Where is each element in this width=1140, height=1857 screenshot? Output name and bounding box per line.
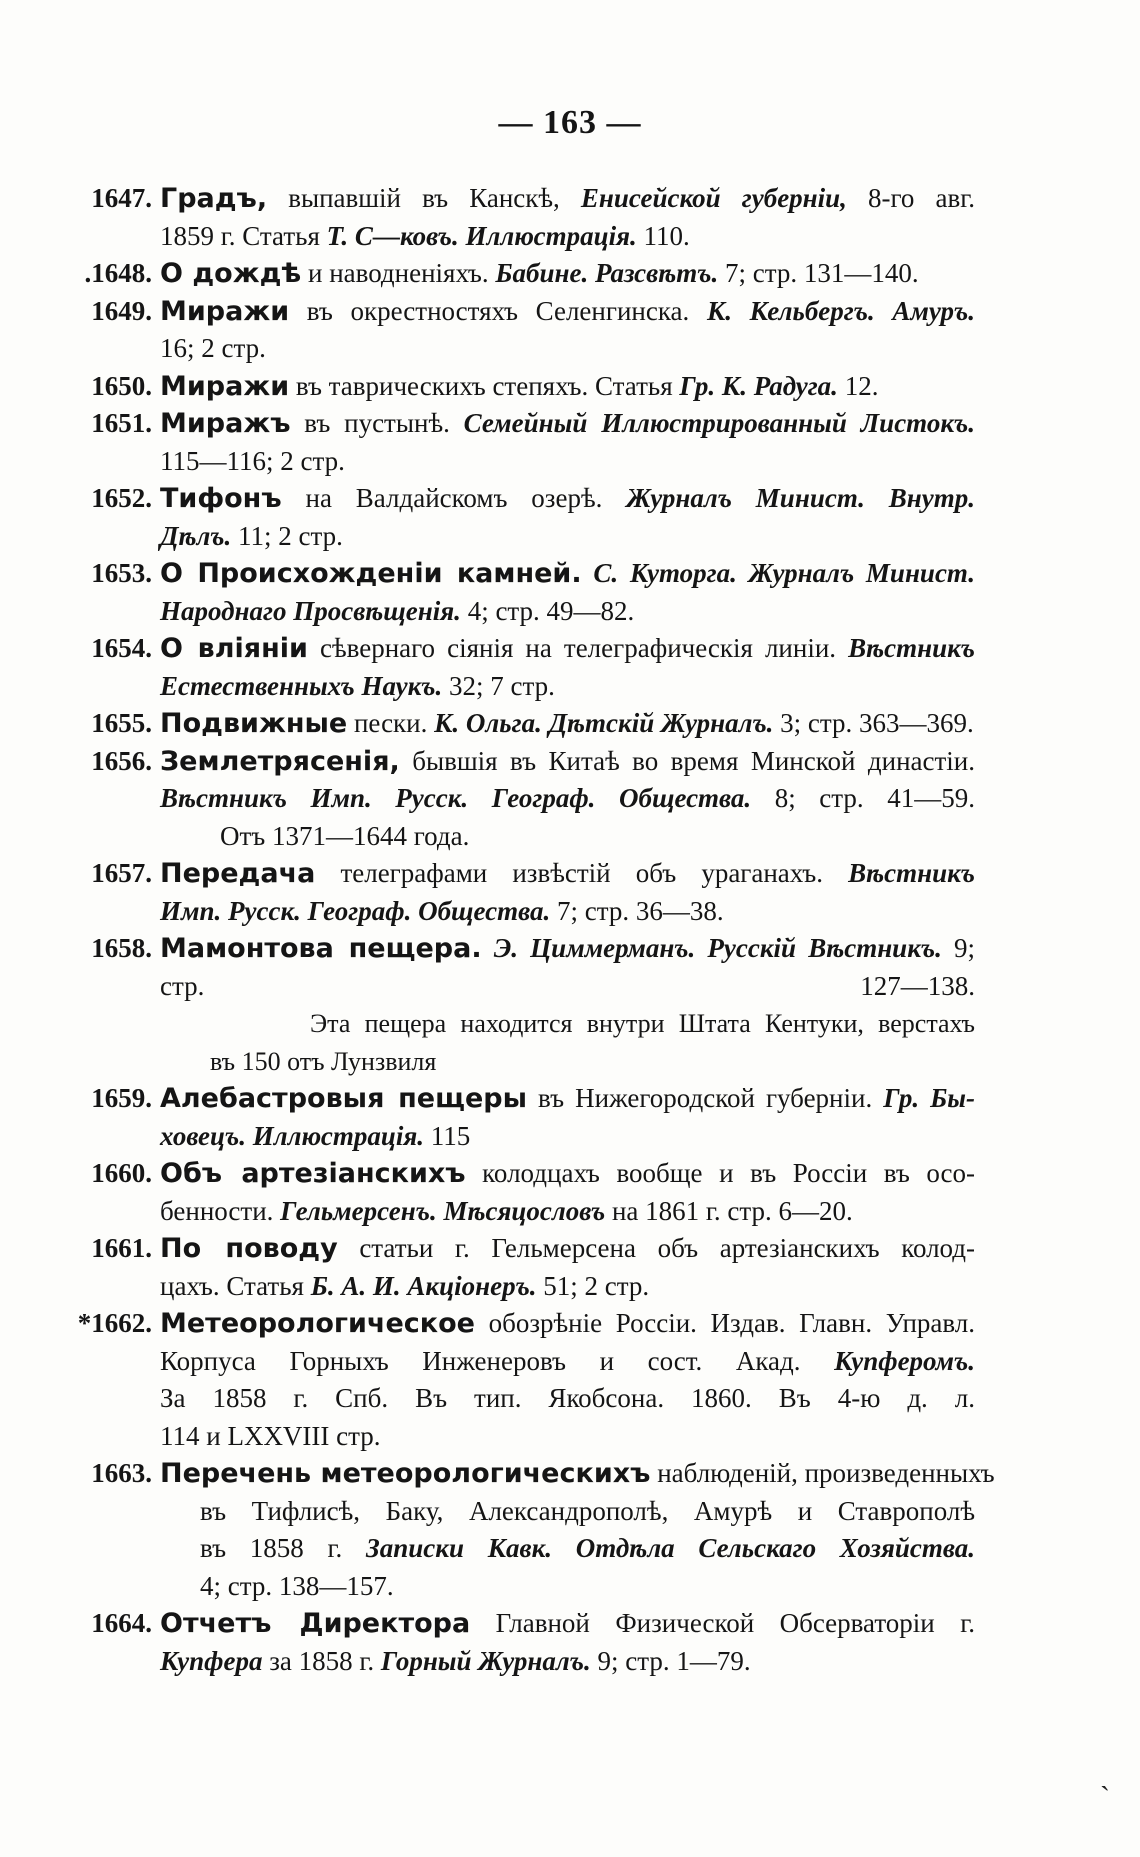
entry-title: Перечень метеорологическихъ: [160, 1458, 651, 1489]
entry-text: бывшія въ Китаѣ во время Минской династіи.: [399, 745, 975, 776]
entry-title: Алебастровыя пещеры: [160, 1083, 527, 1114]
entry-line: [160, 1305, 975, 1343]
entry-text: выпавшій въ Канскѣ,: [267, 183, 581, 213]
entry-line: [160, 1043, 975, 1081]
entry-line: [160, 1455, 995, 1493]
entry-source: Гр. Бы-: [883, 1083, 976, 1113]
bibliography-list: [60, 180, 995, 1680]
entry-source: Естественныхъ Наукъ.: [160, 670, 443, 701]
entry-title: Объ артезіанскихъ: [160, 1158, 466, 1189]
entry-text: 7; стр. 131—140.: [718, 258, 919, 288]
entry-text: 16; 2 стр.: [160, 333, 266, 363]
entry-text: въ 1858 г.: [200, 1533, 367, 1563]
bibliography-entry: [60, 1080, 975, 1155]
entry-source: Купферомъ.: [834, 1345, 975, 1376]
entry-text: 12.: [837, 370, 879, 401]
bibliography-entry: [60, 405, 975, 480]
entry-number: 1663.: [91, 1458, 152, 1488]
entry-text: 7; стр. 36—38.: [550, 895, 724, 926]
entry-line: [160, 330, 975, 368]
entry-number: .1648.: [84, 258, 152, 288]
entry-text: [582, 558, 594, 588]
entry-source: Гельмерсенъ. Мѣсяцословъ: [280, 1195, 606, 1226]
entry-text: 3; стр. 363—369.: [773, 708, 974, 738]
entry-title: Землетрясенія,: [160, 745, 400, 777]
entry-text: Корпуса Горныхъ Инженеровъ и сост. Акад.: [160, 1345, 835, 1376]
entry-text: 114 и LXXVIII стр.: [160, 1420, 381, 1451]
bibliography-entry: [60, 368, 975, 406]
entry-text: Отъ 1371—1644 года.: [220, 820, 470, 851]
entry-number: 1657.: [91, 858, 152, 888]
entry-title: Метеорологическое: [160, 1308, 475, 1339]
entry-source: К. Ольга. Дѣтскій Журналъ.: [434, 708, 774, 738]
entry-text: въ Тифлисѣ, Баку, Александрополѣ, Амурѣ и Ставрополѣ: [200, 1495, 975, 1526]
bibliography-entry: [60, 255, 975, 293]
entry-line: [160, 743, 975, 781]
entry-number: 1664.: [91, 1608, 152, 1638]
entry-line: [160, 443, 975, 481]
entry-text: въ Нижегородской губерніи.: [527, 1083, 884, 1113]
entry-text: въ окрестностяхъ Селенгинска.: [289, 295, 707, 326]
entry-title: Передача: [160, 858, 316, 889]
entry-source: Гр. К. Радуга.: [679, 370, 838, 401]
bibliography-entry: [60, 930, 975, 1080]
entry-line: [160, 1005, 975, 1043]
entry-line: [160, 1118, 975, 1156]
entry-line: [160, 780, 975, 818]
bibliography-entry: [60, 743, 975, 856]
entry-line: [160, 1268, 975, 1306]
entry-line: [160, 1643, 975, 1681]
bibliography-entry: [60, 1455, 995, 1605]
entry-text: за 1858 г.: [262, 1645, 381, 1676]
entry-source: Народнаго Просвѣщенія.: [160, 595, 461, 626]
entry-text: пески.: [347, 708, 435, 738]
entry-title: О дождѣ: [160, 258, 302, 289]
entry-text: и наводненіяхъ.: [301, 258, 496, 288]
entry-source: Дѣлъ.: [160, 520, 232, 551]
entry-source: Вѣстникъ: [848, 858, 975, 888]
entry-source: Т. С—ковъ. Иллюстрація.: [326, 220, 637, 251]
entry-number: 1647.: [91, 183, 152, 213]
entry-source: Семейный Иллюстрированный Листокъ.: [463, 408, 975, 438]
entry-line: [160, 1193, 975, 1231]
entry-line: [160, 818, 975, 856]
entry-text: наблюденій, произведенныхъ: [650, 1458, 995, 1488]
entry-text: колодцахъ вообще и въ Россіи въ осо-: [465, 1158, 976, 1188]
entry-source: С. Куторга. Журналъ Минист.: [593, 558, 976, 588]
entry-source: Журналъ Минист. Внутр.: [626, 483, 975, 513]
entry-line: [160, 968, 975, 1006]
entry-text: на Валдайскомъ озерѣ.: [281, 483, 627, 513]
entry-number: *1662.: [77, 1308, 152, 1338]
entry-line: [160, 1418, 975, 1456]
entry-source: Купфера: [160, 1645, 263, 1676]
entry-title: Тифонъ: [160, 483, 282, 514]
entry-title: О Происхожденіи камней.: [160, 558, 582, 589]
entry-text: 9;: [941, 933, 975, 963]
entry-source: ховецъ. Иллюстрація.: [160, 1120, 425, 1151]
entry-title: Подвижные: [160, 708, 348, 739]
bibliography-entry: [60, 1305, 975, 1455]
entry-title: По поводу: [160, 1233, 338, 1264]
entry-line: [160, 180, 975, 218]
entry-title: Мамонтова пещера.: [160, 933, 482, 964]
entry-number: 1652.: [91, 483, 152, 513]
entry-text: бенности.: [160, 1195, 281, 1226]
entry-source: К. Кельбергъ. Амуръ.: [706, 295, 975, 326]
entry-line: [160, 255, 975, 293]
entry-text: 4; стр. 138—157.: [200, 1570, 394, 1601]
entry-text: 11; 2 стр.: [231, 520, 343, 551]
entry-text: 4; стр. 49—82.: [460, 595, 635, 626]
entry-title: Градъ,: [160, 183, 268, 214]
entry-title: Миражъ: [160, 408, 291, 439]
entry-line: [160, 930, 975, 968]
entry-source: Имп. Русск. Географ. Общества.: [160, 895, 551, 926]
entry-number: 1653.: [91, 558, 152, 588]
entry-text: въ пустынѣ.: [290, 408, 464, 438]
entry-line: [160, 668, 975, 706]
bibliography-entry: [60, 1230, 975, 1305]
entry-line: [160, 1568, 975, 1606]
entry-text: 115—116; 2 стр.: [160, 445, 345, 476]
entry-line: [160, 1230, 975, 1268]
entry-line: [160, 1493, 975, 1531]
entry-line: [160, 855, 975, 893]
entry-line: [160, 368, 975, 406]
entry-line: [160, 518, 975, 556]
entry-line: [160, 1380, 975, 1418]
entry-text: 9; стр. 1—79.: [590, 1645, 751, 1676]
entry-text: 1859 г. Статья: [160, 220, 327, 251]
entry-source: Горный Журналъ.: [380, 1645, 591, 1676]
entry-line: [160, 405, 975, 443]
entry-source: Б. А. И. Акціонеръ.: [310, 1270, 537, 1301]
entry-number: 1661.: [91, 1233, 152, 1263]
entry-line: [160, 293, 975, 331]
entry-line: [160, 1343, 975, 1381]
entry-number: 1654.: [91, 633, 152, 663]
entry-line: [160, 705, 975, 743]
entry-source: Вѣстникъ: [848, 633, 975, 663]
entry-line: [160, 218, 975, 256]
bibliography-entry: [60, 630, 975, 705]
entry-title: Миражи: [160, 370, 290, 402]
entry-source: Енисейской губерніи,: [580, 183, 869, 213]
entry-text: обозрѣніе Россіи. Издав. Главн. Управл.: [474, 1308, 975, 1338]
entry-line: [160, 1155, 975, 1193]
page-number: — 163 —: [498, 104, 642, 141]
entry-title: Отчетъ Директора: [160, 1608, 471, 1639]
entry-text: 32; 7 стр.: [442, 670, 555, 701]
entry-number: 1649.: [91, 295, 152, 326]
entry-source: Бабинe. Разсвѣтъ.: [495, 258, 719, 288]
bibliography-entry: [60, 180, 975, 255]
entry-text: 8; стр. 41—59.: [751, 783, 975, 813]
bibliography-entry: [60, 1155, 975, 1230]
entry-text: въ 150 отъ Лунзвиля: [210, 1046, 437, 1076]
entry-source: Записки Кавк. Отдѣла Сельскаго Хозяйства.: [366, 1533, 975, 1563]
entry-text: За 1858 г. Спб. Въ тип. Якобсона. 1860. Въ 4-ю д. л.: [160, 1383, 975, 1413]
entry-number: 1659.: [91, 1083, 152, 1113]
entry-line: [160, 1080, 975, 1118]
entry-source: Э. Циммерманъ. Русскій Вѣстникъ.: [493, 933, 942, 963]
bibliography-entry: [60, 705, 975, 743]
entry-text: 110.: [636, 220, 690, 251]
entry-number: 1660.: [91, 1158, 152, 1188]
entry-line: [160, 480, 975, 518]
bibliography-entry: [60, 855, 975, 930]
entry-title: Миражи: [160, 295, 290, 327]
entry-text: въ таврическихъ степяхъ. Статья: [289, 370, 680, 401]
entry-text: 51; 2 стр.: [536, 1270, 650, 1301]
entry-number: 1650.: [91, 370, 152, 401]
entry-line: [160, 630, 975, 668]
entry-text: статьи г. Гельмерсена объ артезіанскихъ колод-: [337, 1233, 976, 1263]
entry-text: телеграфами извѣстій объ ураганахъ.: [315, 858, 849, 888]
entry-title: О вліяніи: [160, 633, 308, 664]
bibliography-entry: [60, 293, 975, 368]
entry-number: 1656.: [91, 745, 152, 776]
entry-text: 8-го авг.: [868, 183, 976, 213]
entry-text: [482, 933, 494, 963]
entry-text: Главной Физической Обсерваторіи г.: [470, 1608, 975, 1638]
entry-text: цахъ. Статья: [160, 1270, 311, 1301]
entry-number: 1655.: [91, 708, 152, 738]
bibliography-entry: [60, 480, 975, 555]
entry-line: [160, 1530, 975, 1568]
bibliography-entry: [60, 555, 975, 630]
bibliography-entry: [60, 1605, 975, 1680]
entry-line: [160, 593, 975, 631]
entry-text: стр. 127—138.: [160, 970, 975, 1001]
entry-number: 1658.: [91, 933, 152, 963]
entry-number: 1651.: [91, 408, 152, 438]
entry-text: Эта пещера находится внутри Штата Кентуки, верстахъ: [310, 1009, 975, 1038]
entry-text: 115: [424, 1120, 471, 1151]
entry-line: [160, 893, 975, 931]
margin-mark: ˏ: [1100, 1758, 1110, 1791]
entry-line: [160, 555, 975, 593]
entry-source: Вѣстникъ Имп. Русск. Географ. Общества.: [160, 783, 752, 813]
entry-line: [160, 1605, 975, 1643]
entry-text: сѣвернаго сіянія на телеграфическія линіи.: [307, 633, 849, 663]
entry-text: на 1861 г. стр. 6—20.: [605, 1195, 853, 1226]
